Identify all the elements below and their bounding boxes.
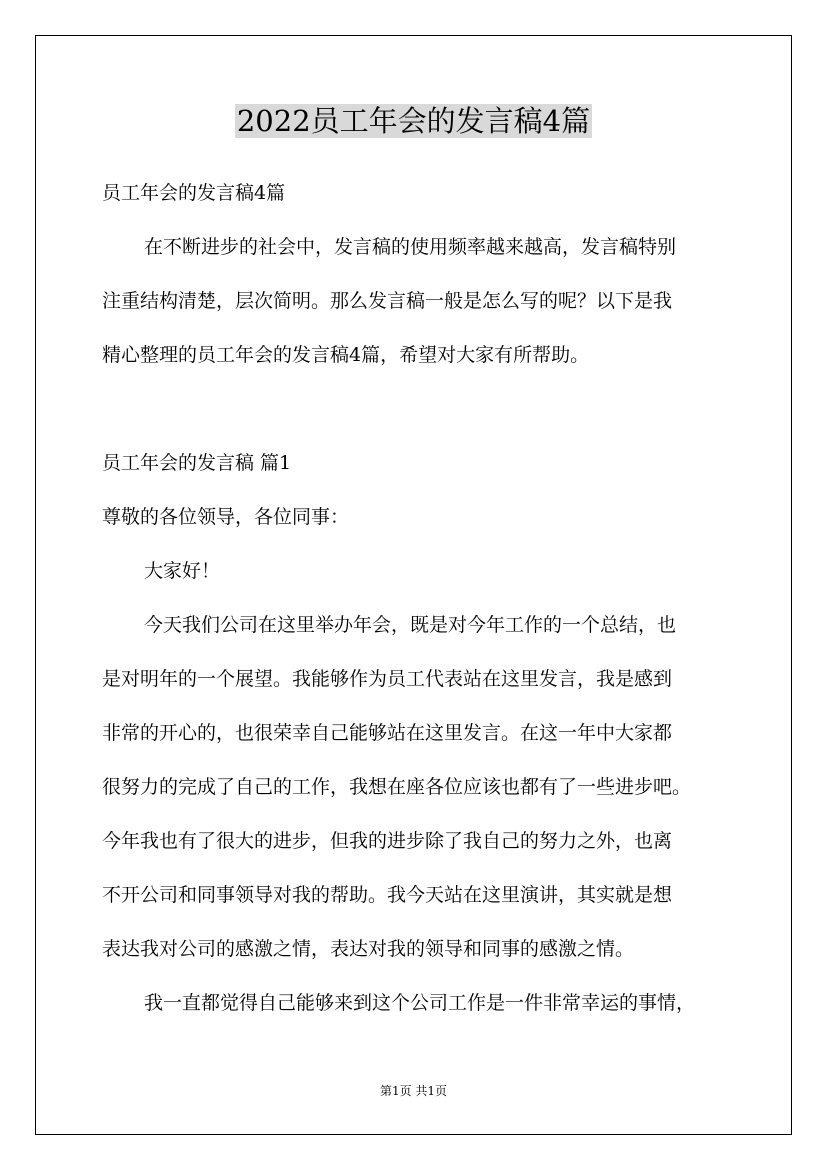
greeting: 大家好！	[144, 560, 221, 582]
paragraph-line: 不开公司和同事领导对我的帮助。我今天站在这里演讲，其实就是想	[102, 884, 673, 906]
document-subtitle: 员工年会的发言稿4篇	[102, 182, 286, 204]
document-title: 2022员工年会的发言稿4篇	[236, 104, 591, 138]
intro-line-1: 在不断进步的社会中，发言稿的使用频率越来越高，发言稿特别	[144, 236, 677, 258]
paragraph-line: 今天我们公司在这里举办年会，既是对今年工作的一个总结，也	[144, 614, 677, 636]
page-footer: 第1页 共1页	[379, 1084, 448, 1098]
paragraph-line: 很努力的完成了自己的工作，我想在座各位应该也都有了一些进步吧。	[102, 776, 692, 798]
intro-line-2: 注重结构清楚，层次简明。那么发言稿一般是怎么写的呢？以下是我	[102, 290, 673, 312]
section-heading: 员工年会的发言稿 篇1	[102, 452, 292, 474]
salutation: 尊敬的各位领导，各位同事：	[102, 506, 350, 528]
intro-line-3: 精心整理的员工年会的发言稿4篇，希望对大家有所帮助。	[102, 344, 590, 366]
paragraph-line: 今年我也有了很大的进步，但我的进步除了我自己的努力之外，也离	[102, 830, 673, 852]
paragraph-line: 是对明年的一个展望。我能够作为员工代表站在这里发言，我是感到	[102, 668, 673, 690]
paragraph-line: 表达我对公司的感激之情，表达对我的领导和同事的感激之情。	[102, 938, 635, 960]
paragraph-line: 非常的开心的，也很荣幸自己能够站在这里发言。在这一年中大家都	[102, 722, 673, 744]
paragraph-line: 我一直都觉得自己能够来到这个公司工作是一件非常幸运的事情，	[144, 992, 696, 1014]
